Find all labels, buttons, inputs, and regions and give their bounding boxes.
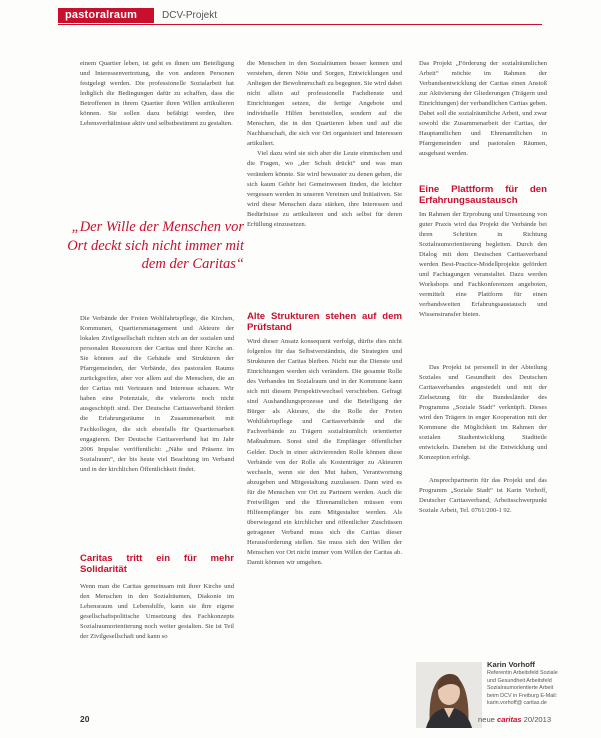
category-label: DCV-Projekt bbox=[162, 10, 218, 21]
subheading-strukturen: Alte Strukturen stehen auf dem Prüfstand bbox=[247, 311, 402, 333]
paragraph: Das Projekt ist personell in der Abteilung Soziales und Gesundheit des Deutschen Caritasverbandes angesiedelt und mit der Zielsetzung für die Bundesländer des Programms „Soziale Stadt“ verknüpft. Dieses wird den Trägern in enger Kooperation mit der Kommune die Möglichkeit im Rahmen der sozialen Stadtentwicklung Stadtteile entwickeln. Daneben ist die Entwicklung und Konzeption erfolgt. bbox=[419, 364, 547, 462]
section-label-text: pastoralraum bbox=[65, 9, 138, 21]
column-1-section bbox=[80, 553, 234, 575]
author-role: Referentin Arbeitsfeld Soziale und Gesundheit Arbeitsfeld Sozialraumorientierte Arbeit beim DCV in Freiburg E-Mail: karin.vorhoff@ caritas.de bbox=[487, 670, 558, 707]
column-3-section bbox=[419, 184, 547, 206]
paragraph: Viel dazu wird sie sich aber die Leute einmischen und die Fragen, wo „der Schuh drückt“ und was man verändern könnte. Sie wird bewusster zu denen gehen, die sich kaum Gehör bei Gemeinwesen finden, die leichter vergessen werden in unseren Vereinen und Initiativen. Sie wird diese Menschen dazu stärken, ihre Interessen und Bedürfnisse zu artikulieren und sich selbst für deren Erfüllung einzusetzen. bbox=[247, 150, 402, 228]
column-1-bottom bbox=[80, 582, 234, 712]
column-3-middle bbox=[419, 210, 547, 360]
pull-quote: „Der Wille der Menschen vor Ort deckt sich nicht immer mit dem der Caritas“ bbox=[67, 219, 244, 272]
column-3-contact bbox=[419, 476, 547, 556]
column-1-top bbox=[80, 59, 234, 129]
subheading-solidaritaet: Caritas tritt ein für mehr Solidarität bbox=[80, 553, 234, 575]
publication-name bbox=[478, 715, 551, 724]
paragraph: Im Rahmen der Erprobung und Umsetzung von guter Praxis wird das Projekt die Verbände bei ihren Schritten in Richtung Sozialraumorientierung begleiten. Durch den Dialog mit dem Deutschen Caritasverband werden Best-Practice-Modellprojekte gefördert und Fachtagungen veranstaltet. Dazu werden Workshops und Fachkonferenzen angeboten, vermittelt eine Plattform für einen verbandsweiten Erfahrungsaustausch und Wissenstransfer bieten. bbox=[419, 211, 547, 319]
column-2-top bbox=[247, 59, 402, 299]
paragraph: die Menschen in den Sozialräumen besser kennen und verstehen, deren Nöte und Sorgen, Entwicklungen und Anliegen der Bewohnerschaft zu begegnen. Sie wird dabei nicht allein auf professionelle Fachdienste und Einrichtungen setzen, die fertige Angebote und individuelle Hilfen bereitstellen, sondern auf die Menschen, die in den Quartieren leben und auf die Nachbarschaft, die sich vor Ort organisiert und Interessen artikuliert. bbox=[247, 60, 402, 148]
paragraph: Das Projekt „Förderung der sozialräumlichen Arbeit“ möchte im Rahmen der Verbandsentwicklung der Caritas einen Anstoß zur Aktivierung der Gliederungen (Trägern und Einrichtungen) der verbandlichen Caritas geben. Dabei soll die sozialräumliche Arbeit, und zwar sowohl die Zusammenarbeit der Caritas, der Hauptamtlichen und Ehrenamtlichen in Pfarrgemeinden und pastoralen Räumen, ausgebaut werden. bbox=[419, 60, 547, 158]
author-bio bbox=[487, 660, 559, 708]
page-header bbox=[0, 0, 601, 26]
author-name: Karin Vorhoff bbox=[487, 660, 535, 669]
paragraph: einem Quartier leben, ist geht es ihnen um Beteiligung und Interessenvertretung, die von anderen Personen festgelegt werden. Die professionelle Sozialarbeit hat lediglich die Bedingungen dafür zu schaffen, dass die Betroffenen in ihrem Quartier ihren Willen artikulieren können. Sie sollen dazu befähigt werden, ihre Lebensverhältnisse aktiv und selbstbestimmt zu gestalten. bbox=[80, 60, 234, 128]
paragraph: Ansprechpartnerin für das Projekt und das Programm „Soziale Stadt“ ist Karin Vorhoff, Deutscher Caritasverband, Arbeitsschwerpunkt Soziale Arbeit, Tel. 0761/200-1 92. bbox=[419, 477, 547, 515]
header-rule bbox=[58, 24, 542, 25]
column-3-lower bbox=[419, 363, 547, 473]
column-2-section bbox=[247, 311, 402, 333]
section-label bbox=[58, 8, 154, 23]
page-number: 20 bbox=[80, 714, 90, 724]
column-1-middle bbox=[80, 314, 234, 550]
paragraph: Wenn man die Caritas gemeinsam mit ihrer Kirche und den Menschen in den Sozialräumen, Diakonie im Lebensraum und Lebenshilfe, kann sie ihre eigene gesellschaftspolitische Umsetzung des Fachkonzepts Sozialraumorientierung noch weiter gestalten. Sie ist Teil der Zivilgesellschaft und kann so bbox=[80, 583, 234, 641]
paragraph: Die Verbände der Freien Wohlfahrtspflege, die Kirchen, Kommunen, Quartiersmanagement und Akteure der lokalen Zivilgesellschaft richten sich an der sozialen und personalen Ressourcen der Caritas und ihrer Kirche an. Sie können auf die Gebäude und Strukturen der Pfarrgemeinden, der Verbände, des pastoralen Raums zurückgreifen, aber vor allem auf die Menschen, die an der Caritas mit Vertrauen und Interesse schauen. Wir haben eine Potenziale, die vielerorts noch nicht ausgeschöpft sind. Der Deutsche Caritasverband fördert die Erfahrungsräume in Zusammenarbeit mit Fachkollegen, die sich ebenfalls für Quartiersarbeit engagieren. Der Deutsche Caritasverband hat im Jahr 2006 Impulse veröffentlicht: „Nähe und Präsenz im Sozialraum“, der bis heute viel Beachtung im Verband und in der kirchlichen Öffentlichkeit findet. bbox=[80, 315, 234, 473]
page-footer bbox=[0, 714, 601, 734]
paragraph: Wird dieser Ansatz konsequent verfolgt, dürfte dies nicht folgenlos für das Selbstverständnis, die Strategien und Strukturen der Caritas bleiben. Nicht nur die Dienste und Einrichtungen werden sich verändern. Die gesamte Rolle des Verbandes im Sozialraum und in der Kommune kann sich mit diesem Perspektivwechsel verschieben. Gefragt sind Aushandlungsprozesse und die Beteiligung der Bürger als Akteure, die die Rolle der Freien Wohlfahrtspflege und Caritasverbände und die Fachverbände zu Trägern sozialräumlich orientierter Maßnahmen. Sonst sind die Empfänger öffentlicher Gelder. Doch in einer aktivierenden Rolle können diese Verbände von der Rolle als Kostenträger zu Akteuren wechseln, wenn sie den Mut haben, Verantwortung abzugeben und Mitgestaltung zuzulassen. Dann wird es für die Menschen vor Ort zu Partnern werden. Auch die Freiwilligen und die Ehrenamtlichen müssen vom Hilfeempfänger bis zum Mitgestalter werden. Als überwiegend ein kirchlicher und öffentlicher Zuschüssen getragener Verband muss sich die Caritas dieser Herausforderung stellen. Sie muss sich den Willen der Menschen vor Ort nicht immer vom Willen der Caritas ab. Damit können wir umgehen. bbox=[247, 338, 402, 567]
column-2-bottom bbox=[247, 337, 402, 712]
publication-prefix: neue bbox=[478, 715, 495, 724]
publication-title: caritas bbox=[497, 715, 522, 724]
publication-issue: 20/2013 bbox=[523, 715, 552, 724]
subheading-plattform: Eine Plattform für den Erfahrungsaustausch bbox=[419, 184, 547, 206]
column-3-top bbox=[419, 59, 547, 179]
